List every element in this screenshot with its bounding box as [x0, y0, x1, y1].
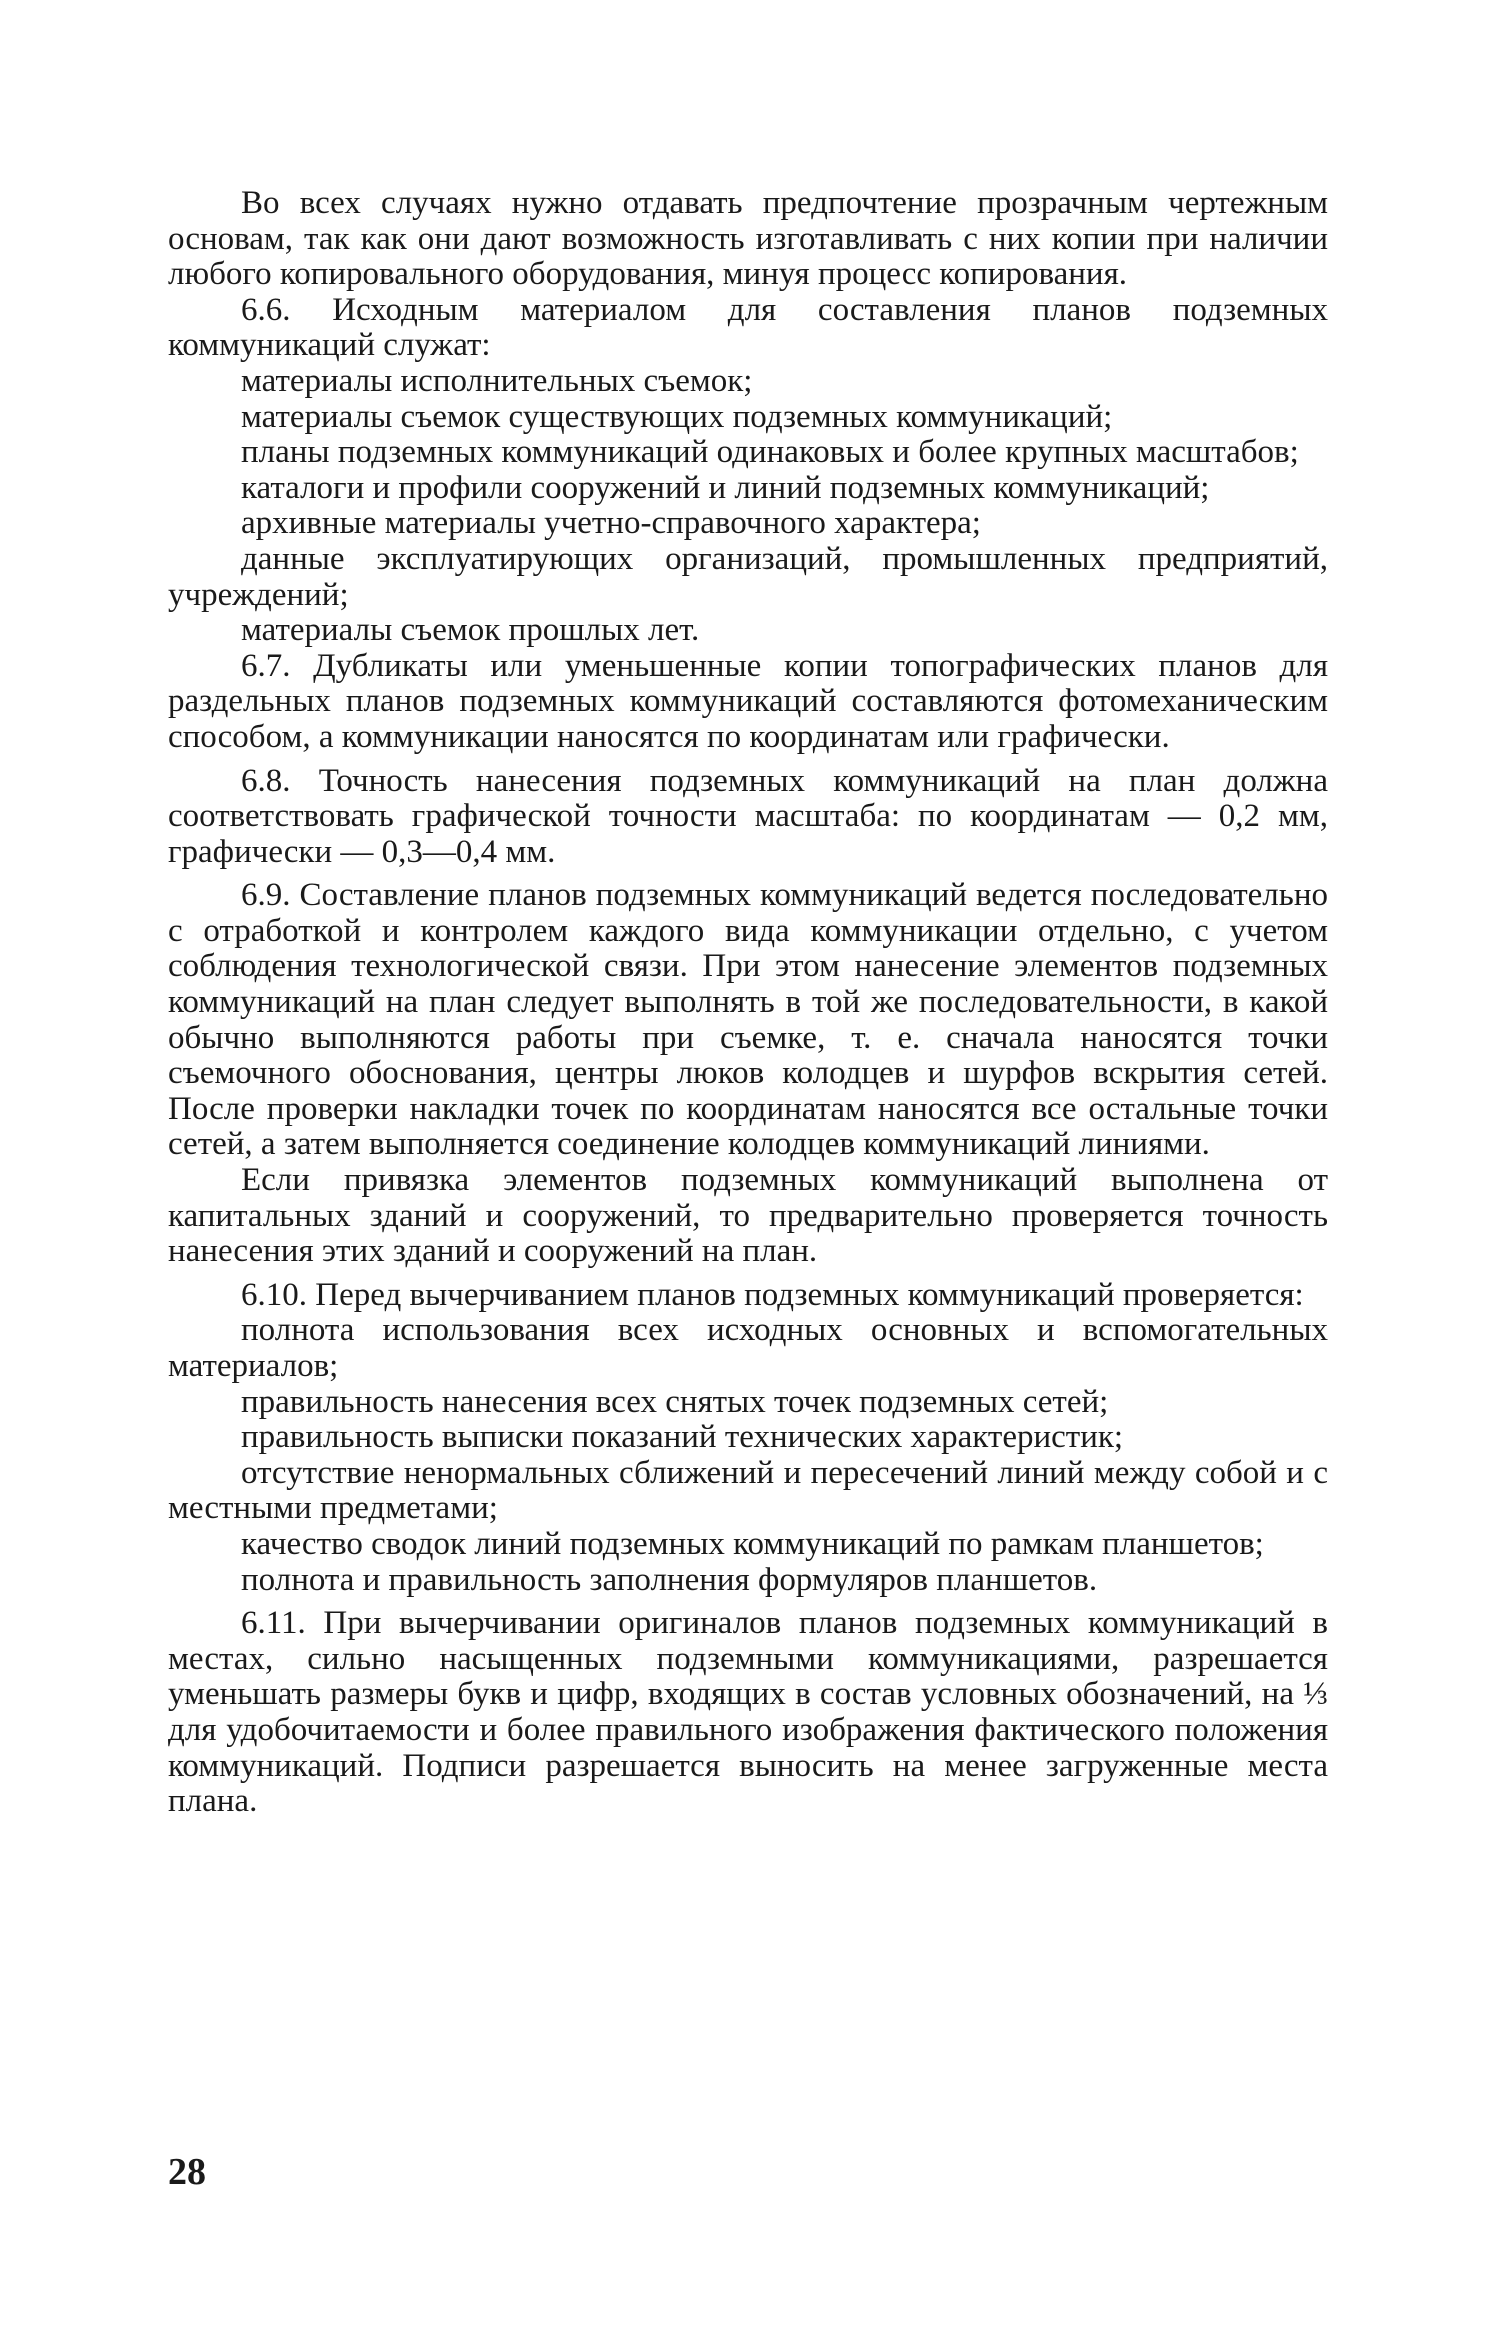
- document-page: [168, 186, 1328, 1820]
- paragraph-6-6: 6.6. Исходным материалом для составления планов подземных коммуникаций служат:: [168, 291, 1328, 364]
- list-item-check: отсутствие ненормальных сближений и пересечений линий между собой и с местными предметами;: [168, 1454, 1328, 1527]
- list-item-check: полнота и правильность заполнения формуляров планшетов.: [241, 1561, 1098, 1598]
- list-item-check: правильность нанесения всех снятых точек подземных сетей;: [241, 1383, 1109, 1420]
- paragraph-6-9: 6.9. Составление планов подземных коммуникаций ведется последовательно с отработкой и контролем каждого вида коммуникации отдельно, с учетом соблюдения технологической связи. При этом нанесение элементов подземных коммуникаций на план следует выполнять в той же последовательности, в какой обычно выполняются работы при съемке, т. е. сначала наносятся точки съемочного обоснования, центры люков колодцев и шурфов вскрытия сетей. После проверки накладки точек по координатам наносятся все остальные точки сетей, а затем выполняется соединение колодцев коммуникаций линиями.: [168, 877, 1328, 1163]
- page-number: 28: [168, 2151, 206, 2193]
- paragraph-binding-note: Если привязка элементов подземных коммуникаций выполнена от капитальных зданий и сооружений, то предварительно проверяется точность нанесения этих зданий и сооружений на план.: [168, 1162, 1328, 1270]
- paragraph-6-10: 6.10. Перед вычерчиванием планов подземных коммуникаций проверяется:: [241, 1276, 1304, 1313]
- list-item-source: каталоги и профили сооружений и линий подземных коммуникаций;: [241, 469, 1210, 506]
- list-item-source: планы подземных коммуникаций одинаковых и более крупных масштабов;: [241, 434, 1299, 471]
- list-item-source: архивные материалы учетно-справочного характера;: [241, 505, 981, 542]
- list-item-check: правильность выписки показаний технических характеристик;: [241, 1419, 1124, 1456]
- list-item-source: материалы съемок существующих подземных коммуникаций;: [241, 398, 1113, 435]
- list-item-check: полнота использования всех исходных основных и вспомогательных материалов;: [168, 1312, 1328, 1384]
- paragraph-6-11: 6.11. При вычерчивании оригиналов планов подземных коммуникаций в местах, сильно насыщенных подземными коммуникациями, разрешается уменьшать размеры букв и цифр, входящих в состав условных обозначений, на ⅓ для удобочитаемости и более правильного изображения фактического положения коммуникаций. Подписи разрешается выносить на менее загруженные места плана.: [168, 1605, 1328, 1820]
- list-item-source: данные эксплуатирующих организаций, промышленных предприятий, учреждений;: [168, 540, 1328, 613]
- paragraph-6-8: 6.8. Точность нанесения подземных коммуникаций на план должна соответствовать графической точности масштаба: по координатам — 0,2 мм, графически — 0,3—0,4 мм.: [168, 762, 1328, 870]
- paragraph-6-7: 6.7. Дубликаты или уменьшенные копии топографических планов для раздельных планов подземных коммуникаций составляются фотомеханическим способом, а коммуникации наносятся по координатам или графически.: [168, 647, 1328, 755]
- list-item-source: материалы съемок прошлых лет.: [241, 612, 700, 649]
- list-item-source: материалы исполнительных съемок;: [241, 362, 753, 399]
- list-item-check: качество сводок линий подземных коммуникаций по рамкам планшетов;: [241, 1525, 1264, 1562]
- paragraph-intro: Во всех случаях нужно отдавать предпочтение прозрачным чертежным основам, так как они дают возможность изготавливать с них копии при наличии любого копировального оборудования, минуя процесс копирования.: [168, 185, 1328, 293]
